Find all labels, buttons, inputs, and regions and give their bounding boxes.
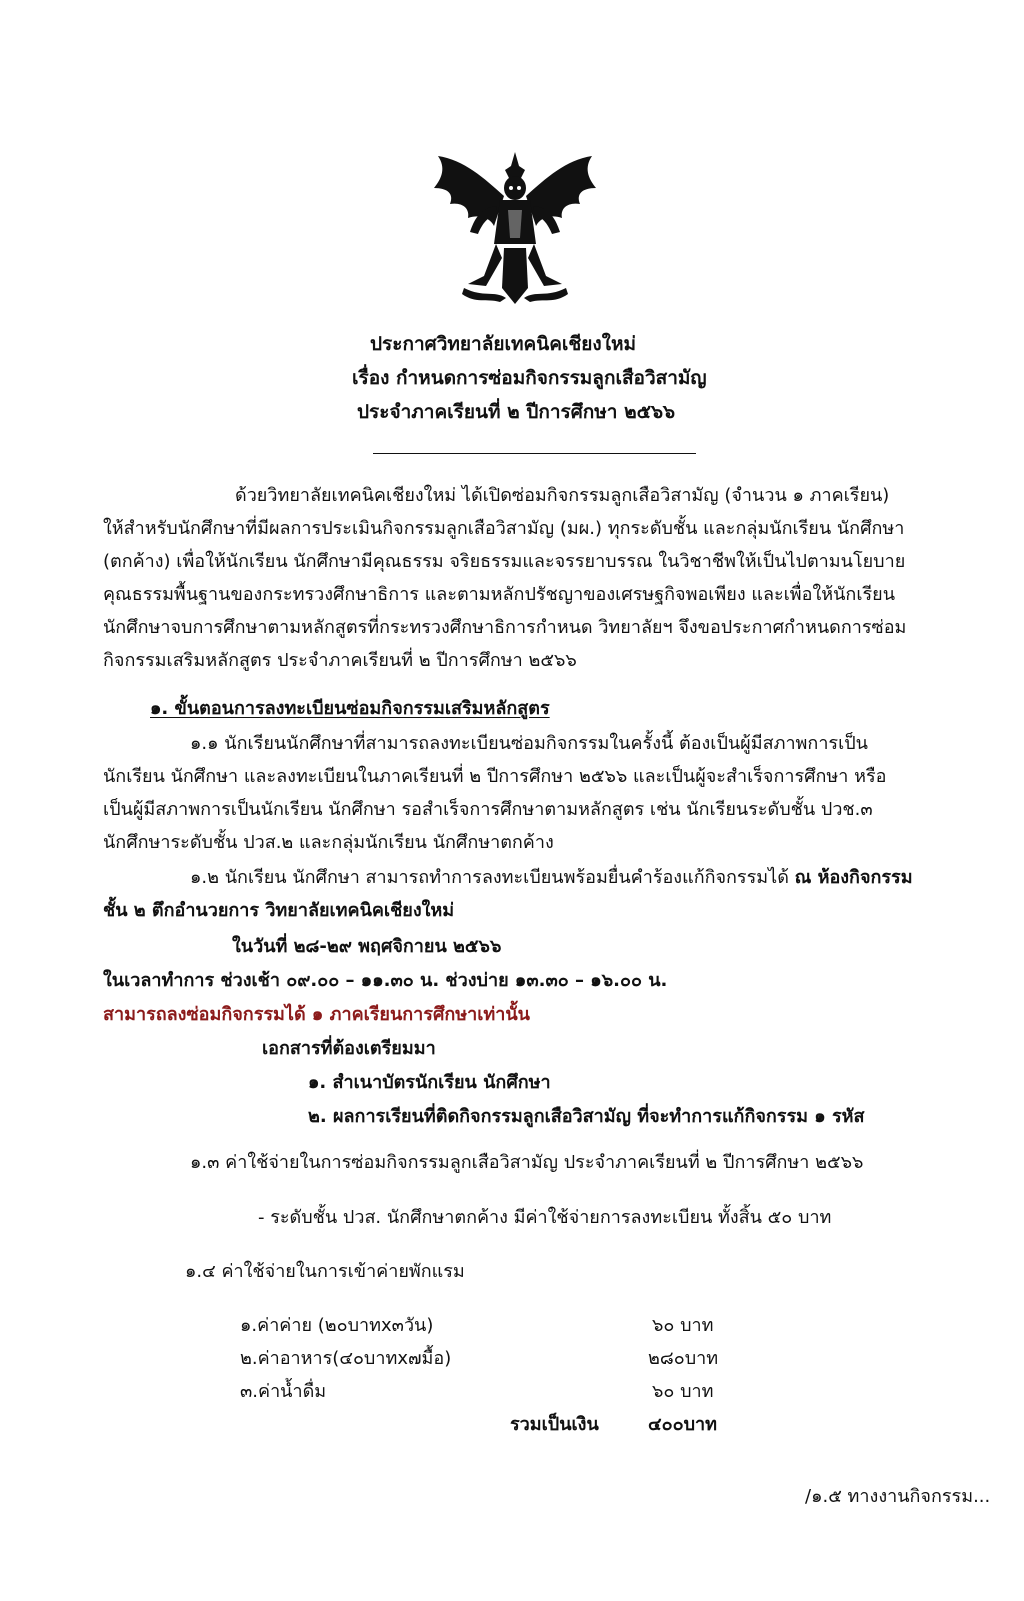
intro-line: ให้สำหรับนักศึกษาที่มีผลการประเมินกิจกรรมลูกเสือวิสามัญ (มผ.) ทุกระดับชั้น และกลุ่มนักเรียน นักศึกษา — [103, 518, 905, 539]
intro-line: คุณธรรมพื้นฐานของกระทรวงศึกษาธิการ และตามหลักปรัชญาของเศรษฐกิจพอเพียง และเพื่อให้นักเรียน — [103, 584, 895, 605]
paragraph-1-2-location: ณ ห้องกิจกรรม — [794, 867, 913, 888]
paragraph-1-3: ๑.๓ ค่าใช้จ่ายในการซ่อมกิจกรรมลูกเสือวิสามัญ ประจำภาคเรียนที่ ๒ ปีการศึกษา ๒๕๖๖ — [190, 1152, 864, 1173]
header-divider — [373, 453, 696, 454]
intro-line: นักศึกษาจบการศึกษาตามหลักสูตรที่กระทรวงศึกษาธิการกำหนด วิทยาลัยฯ จึงขอประกาศกำหนดการซ่อม — [103, 617, 907, 638]
registration-time: ในเวลาทำการ ช่วงเช้า ๐๙.๐๐ – ๑๑.๓๐ น. ช่วงบ่าย ๑๓.๓๐ – ๑๖.๐๐ น. — [103, 970, 668, 991]
registration-date: ในวันที่ ๒๘-๒๙ พฤศจิกายน ๒๕๖๖ — [232, 936, 502, 957]
documents-title: เอกสารที่ต้องเตรียมมา — [262, 1038, 436, 1059]
cost-item: ๓.ค่าน้ำดื่ม — [240, 1381, 327, 1402]
paragraph-1-1-line: ๑.๑ นักเรียนนักศึกษาที่สามารถลงทะเบียนซ่อมกิจกรรมในครั้งนี้ ต้องเป็นผู้มีสภาพการเป็น — [190, 733, 868, 754]
registration-fee: - ระดับชั้น ปวส. นักศึกษาตกค้าง มีค่าใช้จ่ายการลงทะเบียน ทั้งสิ้น ๕๐ บาท — [258, 1207, 832, 1228]
paragraph-1-1-line: นักเรียน นักศึกษา และลงทะเบียนในภาคเรียนที่ ๒ ปีการศึกษา ๒๕๖๖ และเป็นผู้จะสำเร็จการศึกษา หรือ — [103, 766, 887, 787]
cost-amount: ๒๘๐บาท — [648, 1348, 719, 1369]
page-continuation: /๑.๕ ทางงานกิจกรรม... — [805, 1486, 991, 1507]
paragraph-1-2-line — [190, 861, 913, 895]
paragraph-1-2-location-line: ชั้น ๒ ตึกอำนวยการ วิทยาลัยเทคนิคเชียงใหม่ — [103, 900, 455, 921]
cost-total-label: รวมเป็นเงิน — [510, 1414, 599, 1435]
garuda-emblem — [424, 148, 606, 308]
cost-total-amount: ๔๐๐บาท — [648, 1414, 717, 1435]
announcement-subject: เรื่อง กำหนดการซ่อมกิจกรรมลูกเสือวิสามัญ — [352, 367, 707, 389]
paragraph-1-1-line: นักศึกษาระดับชั้น ปวส.๒ และกลุ่มนักเรียน นักศึกษาตกค้าง — [103, 832, 554, 853]
announcement-term: ประจำภาคเรียนที่ ๒ ปีการศึกษา ๒๕๖๖ — [357, 401, 676, 423]
paragraph-1-2-text: ๑.๒ นักเรียน นักศึกษา สามารถทำการลงทะเบียนพร้อมยื่นคำร้องแก้กิจกรรมได้ — [190, 867, 795, 888]
section-heading: ๑. ขั้นตอนการลงทะเบียนซ่อมกิจกรรมเสริมหลักสูตร — [150, 698, 550, 719]
cost-item: ๑.ค่าค่าย (๒๐บาทx๓วัน) — [240, 1315, 434, 1336]
cost-amount: ๖๐ บาท — [652, 1315, 714, 1336]
document-item: ๑. สำเนาบัตรนักเรียน นักศึกษา — [308, 1072, 551, 1093]
document-item: ๒. ผลการเรียนที่ติดกิจกรรมลูกเสือวิสามัญ ที่จะทำการแก้กิจกรรม ๑ รหัส — [308, 1106, 865, 1127]
paragraph-1-4: ๑.๔ ค่าใช้จ่ายในการเข้าค่ายพักแรม — [185, 1261, 465, 1282]
paragraph-1-1-line: เป็นผู้มีสภาพการเป็นนักเรียน นักศึกษา รอสำเร็จการศึกษาตามหลักสูตร เช่น นักเรียนระดับชั้น ปวช.๓ — [103, 799, 873, 820]
intro-line: (ตกค้าง) เพื่อให้นักเรียน นักศึกษามีคุณธรรม จริยธรรมและจรรยาบรรณ ในวิชาชีพให้เป็นไปตามนโยบาย — [103, 551, 906, 572]
intro-line: กิจกรรมเสริมหลักสูตร ประจำภาคเรียนที่ ๒ ปีการศึกษา ๒๕๖๖ — [103, 650, 577, 671]
registration-notice: สามารถลงซ่อมกิจกรรมได้ ๑ ภาคเรียนการศึกษาเท่านั้น — [103, 1004, 530, 1025]
announcement-title: ประกาศวิทยาลัยเทคนิคเชียงใหม่ — [370, 333, 637, 355]
cost-amount: ๖๐ บาท — [652, 1381, 714, 1402]
intro-line: ด้วยวิทยาลัยเทคนิคเชียงใหม่ ได้เปิดซ่อมกิจกรรมลูกเสือวิสามัญ (จำนวน ๑ ภาคเรียน) — [235, 485, 890, 506]
cost-item: ๒.ค่าอาหาร(๔๐บาทx๗มื้อ) — [240, 1348, 452, 1369]
